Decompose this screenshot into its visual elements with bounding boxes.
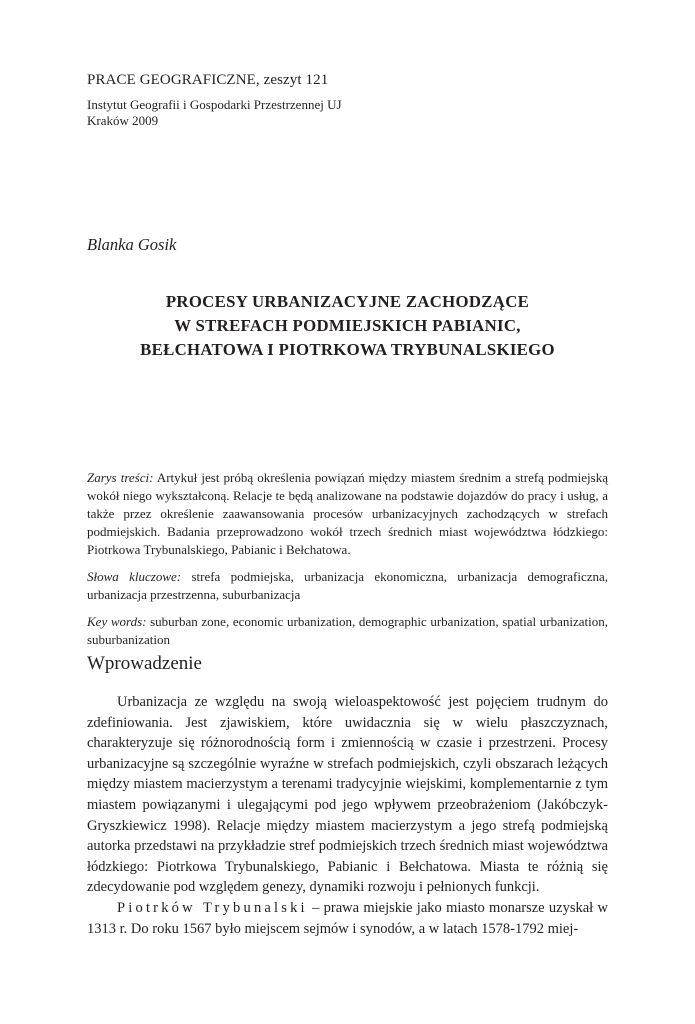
journal-header (87, 70, 627, 129)
title-line: BEŁCHATOWA I PIOTRKOWA TRYBUNALSKIEGO (140, 340, 555, 359)
journal-title: PRACE GEOGRAFICZNE, zeszyt 121 (87, 72, 329, 88)
body-text (87, 692, 608, 939)
section-heading: Wprowadzenie (87, 653, 202, 674)
emphasized-city-name: Piotrków Trybunalski (117, 899, 308, 916)
institute-name: Instytut Geografii i Gospodarki Przestrzennej UJ (87, 97, 342, 112)
paper-title (87, 290, 608, 362)
keywords-pl-text: strefa podmiejska, urbanizacja ekonomiczna, urbanizacja demograficzna, urbanizacja przestrzenna, suburbanizacja (87, 569, 609, 602)
body-paragraph (87, 898, 608, 939)
abstract-text: Artykuł jest próbą określenia powiązań między miastem średnim a strefą podmiejską wokół niego wykształconą. Relacje te będą analizowane na podstawie dojazdów do pracy i usług, a także przez określenie zaawansowania procesów urbanizacyjnych zachodzących w strefach podmiejskich. Badania przeprowadzono wokół trzech średnich miast województwa łódzkiego: Piotrkowa Trybunalskiego, Pabianic i Bełchatowa. (87, 470, 608, 557)
keywords-pl-label: Słowa kluczowe: (87, 569, 182, 584)
keywords-en (87, 613, 608, 649)
abstract (87, 469, 608, 559)
keywords-en-label: Key words: (87, 614, 147, 629)
title-line: PROCESY URBANIZACYJNE ZACHODZĄCE (165, 292, 530, 311)
keywords-pl (87, 568, 608, 604)
abstract-label: Zarys treści: (87, 470, 154, 485)
title-line: W STREFACH PODMIEJSKICH PABIANIC, (174, 316, 521, 335)
abstract-block (87, 469, 608, 658)
keywords-en-text: suburban zone, economic urbanization, demographic urbanization, spatial urbanization, suburbanization (87, 614, 609, 647)
author-name: Blanka Gosik (87, 235, 177, 254)
body-paragraph: Urbanizacja ze względu na swoją wieloaspektowość jest pojęciem trudnym do zdefiniowania. Jest zjawiskiem, które uwidacznia się w wielu płaszczyznach, charakteryzuje się różnorodnością form i zmiennością w czasie i przestrzeni. Procesy urbanizacyjne są szczególnie wyraźne w strefach podmiejskich, czyli obszarach leżących między miastem macierzystym a terenami tradycyjnie wiejskimi, komplementarnie z tym miastem powiązanymi i ulegającymi pod jego wpływem przeobrażeniom (Jakóbczyk-Gryszkiewicz 1998). Relacje między miastem macierzystym a jego strefą podmiejską autorka przedstawi na przykładzie stref podmiejskich trzech średnich miast województwa łódzkiego: Piotrkowa Trybunalskiego, Pabianic i Bełchatowa. Miasta te różnią się zdecydowanie pod względem genezy, dynamiki rozwoju i pełnionych funkcji. (87, 694, 608, 896)
place-year: Kraków 2009 (87, 113, 159, 128)
body-paragraph-continuation: – prawa miejskie jako miasto monarsze uzyskał w 1313 r. Do roku 1567 było miejscem sejmów i synodów, a w latach 1578-1792 miej- (87, 899, 608, 937)
